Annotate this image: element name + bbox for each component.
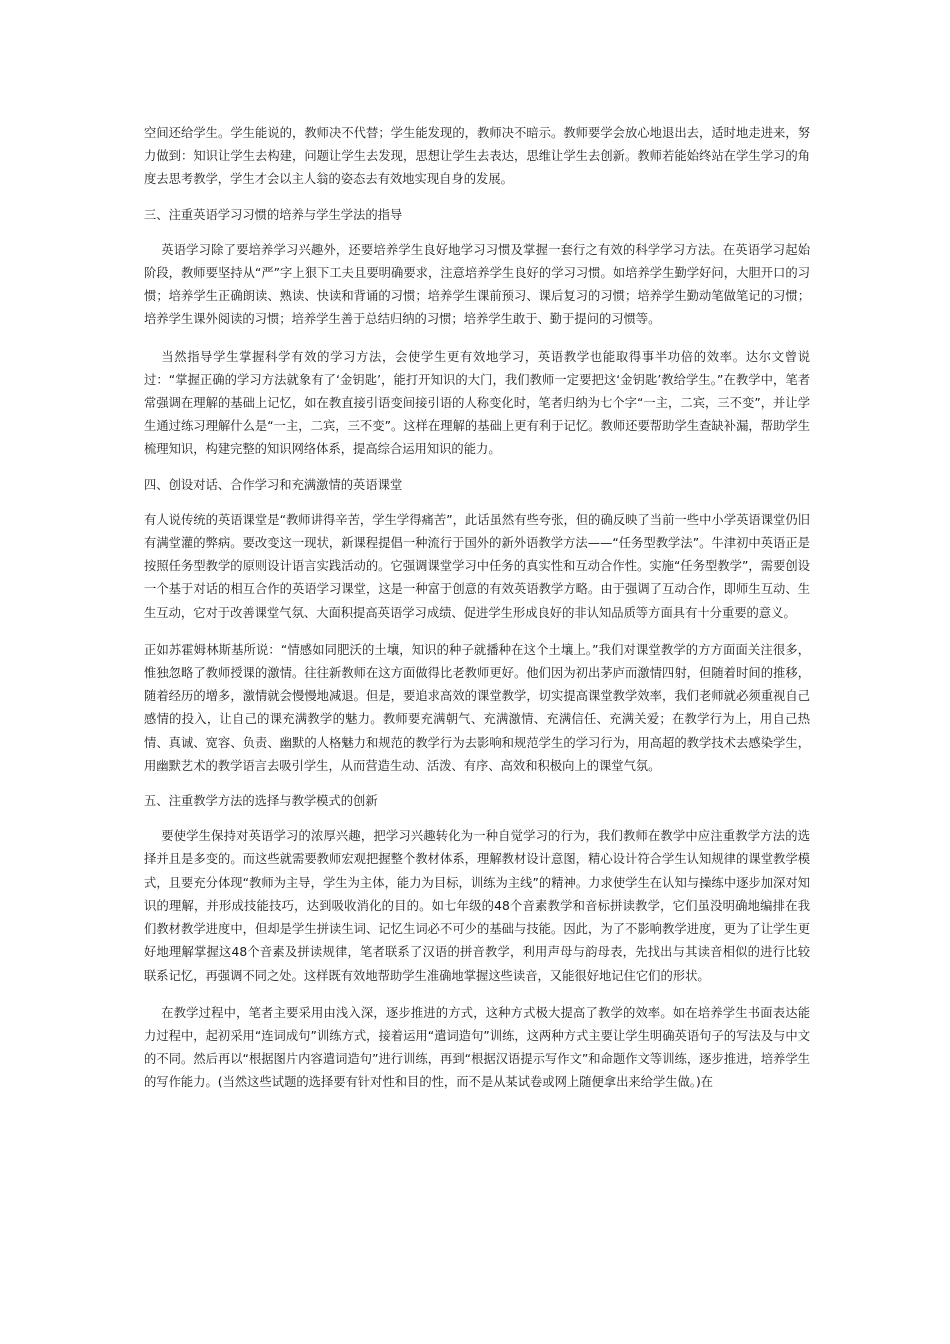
- paragraph-2: 英语学习除了要培养学习兴趣外，还要培养学生良好地学习习惯及掌握一套行之有效的科学学习方法。在英语学习起始阶段，教师要坚持从“严”字上狠下工夫且要明确要求，注意培养学生良好的学习习惯。如培养学生勤学好问，大胆开口的习惯；培养学生正确朗读、熟读、快读和背诵的习惯；培养学生课前预习、课后复习的习惯；培养学生勤动笔做笔记的习惯；培养学生课外阅读的习惯；培养学生善于总结归纳的习惯；培养学生敢于、勤于提问的习惯等。: [144, 242, 810, 327]
- section-heading-4: 四、创设对话、合作学习和充满激情的英语课堂: [144, 477, 403, 492]
- paragraph-7: 在教学过程中，笔者主要采用由浅入深，逐步推进的方式，这种方式极大提高了教学的效率。如在培养学生书面表达能力过程中，起初采用“连词成句”训练方式，接着运用“遣词造句”训练，这两种方式主要让学生明确英语句子的写法及与中文的不同。然后再以“根据图片内容遣词造句”进行训练，再到“根据汉语提示写作文”和命题作文等训练，逐步推进，培养学生的写作能力。(当然这些试题的选择要有针对性和目的性，而不是从某试卷或网上随便拿出来给学生做。)在: [144, 1005, 810, 1090]
- paragraph-6: 要使学生保持对英语学习的浓厚兴趣，把学习兴趣转化为一种自觉学习的行为，我们教师在教学中应注重教学方法的选择并且是多变的。而这些就需要教师宏观把握整个教材体系，理解教材设计意图，精心设计符合学生认知规律的课堂教学模式，且要充分体现“教师为主导，学生为主体，能力为目标，训练为主线”的精神。力求使学生在认知与操练中逐步加深对知识的理解，并形成技能技巧，达到吸收消化的目的。如七年级的48个音素教学和音标拼读教学，它们虽没明确地编排在我们教材教学进度中，但却是学生拼读生词、记忆生词必不可少的基础与技能。因此，为了不影响教学进度，更为了让学生更好地理解掌握这48个音素及拼读规律，笔者联系了汉语的拼音教学，利用声母与韵母表，先找出与其读音相似的进行比较联系记忆，再强调不同之处。这样既有效地帮助学生准确地掌握这些读音，又能很好地记住它们的形状。: [144, 829, 810, 983]
- document-body: [144, 122, 810, 1095]
- paragraph-4: 有人说传统的英语课堂是“教师讲得辛苦，学生学得痛苦”，此话虽然有些夸张，但的确反映了当前一些中小学英语课堂仍旧有满堂灌的弊病。要改变这一现状，新课程提倡一种流行于国外的新外语教学方法——“任务型教学法”。牛津初中英语正是按照任务型教学的原则设计语言实践活动的。它强调课堂学习中任务的真实性和互动合作性。实施“任务型教学”，需要创设一个基于对话的相互合作的英语学习课堂，这是一种富于创意的有效英语教学方略。由于强调了互动合作，即师生互动、生生互动，它对于改善课堂气氛、大面积提高英语学习成绩、促进学生形成良好的非认知品质等方面具有十分重要的意义。: [144, 512, 810, 620]
- paragraph-1: 空间还给学生。学生能说的，教师决不代替；学生能发现的，教师决不暗示。教师要学会放心地退出去，适时地走进来，努力做到：知识让学生去构建，问题让学生去发现，思想让学生去表达，思维让学生去创新。教师若能始终站在学生学习的角度去思考教学，学生才会以主人翁的姿态去有效地实现自身的发展。: [144, 126, 810, 187]
- paragraph-3: 当然指导学生掌握科学有效的学习方法，会使学生更有效地学习，英语教学也能取得事半功倍的效率。达尔文曾说过：“掌握正确的学习方法就象有了‘金钥匙’，能打开知识的大门，我们教师一定要把这‘金钥匙’教给学生。”在教学中，笔者常强调在理解的基础上记忆，如在教直接引语变间接引语的人称变化时，笔者归纳为七个字“一主，二宾，三不变”，并让学生通过练习理解什么是“一主，二宾，三不变”。这样在理解的基础上更有利于记忆。教师还要帮助学生查缺补漏，帮助学生梳理知识，构建完整的知识网络体系，提高综合运用知识的能力。: [144, 349, 810, 457]
- section-heading-5: 五、注重教学方法的选择与教学模式的创新: [144, 794, 378, 809]
- paragraph-5: 正如苏霍姆林斯基所说：“情感如同肥沃的土壤，知识的种子就播种在这个土壤上。”我们对课堂教学的方方面面关注很多，惟独忽略了教师授课的激情。往往新教师在这方面做得比老教师更好。他们因为初出茅庐而激情四射，但随着时间的推移，随着经历的增多，激情就会慢慢地减退。但是，要追求高效的课堂教学，切实提高课堂教学效率，我们老师就必须重视自己感情的投入，让自己的课充满教学的魅力。教师要充满朝气、充满激情、充满信任、充满关爱；在教学行为上，用自己热情、真诚、宽容、负责、幽默的人格魅力和规范的教学行为去影响和规范学生的学习行为，用高超的教学技术去感染学生，用幽默艺术的教学语言去吸引学生，从而营造生动、活泼、有序、高效和积极向上的课堂气氛。: [144, 642, 810, 773]
- section-heading-3: 三、注重英语学习习惯的培养与学生学法的指导: [144, 207, 403, 222]
